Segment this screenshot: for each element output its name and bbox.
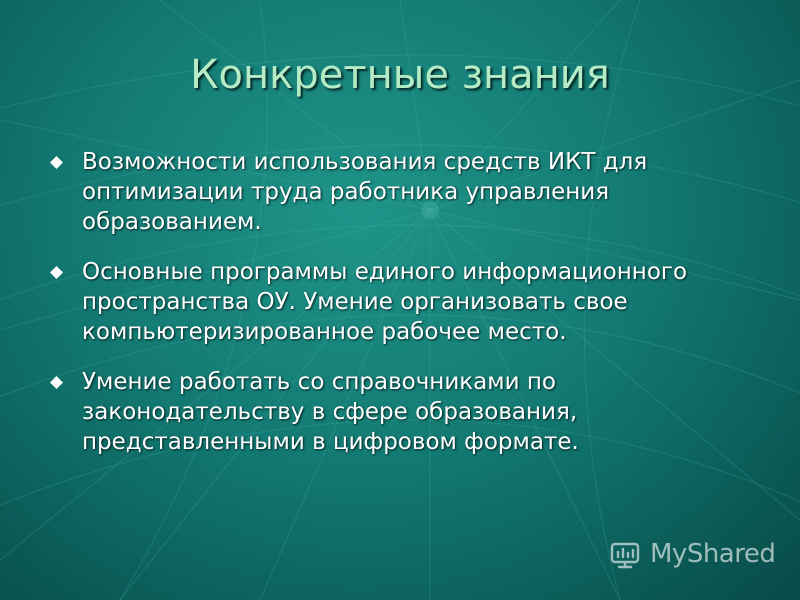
bullet-text: Возможности использования средств ИКТ для оптимизации труда работника управления образованием. [82,149,648,235]
diamond-bullet-icon [50,266,63,279]
diamond-bullet-icon [50,156,63,169]
bullet-item [46,257,736,347]
myshared-logo-icon [606,535,644,573]
bullet-text: Умение работать со справочниками по законодательству в сфере образования, представленными в цифровом формате. [82,369,579,455]
myshared-watermark [606,534,775,574]
slide-title: Конкретные знания [190,52,610,98]
bullet-item [46,147,736,237]
bullet-text: Основные программы единого информационного пространства ОУ. Умение организовать свое компьютеризированное рабочее место. [82,259,688,345]
watermark-text: MyShared [650,539,776,569]
diamond-bullet-icon [50,376,63,389]
bullet-list [46,147,736,477]
bullet-item [46,367,736,457]
